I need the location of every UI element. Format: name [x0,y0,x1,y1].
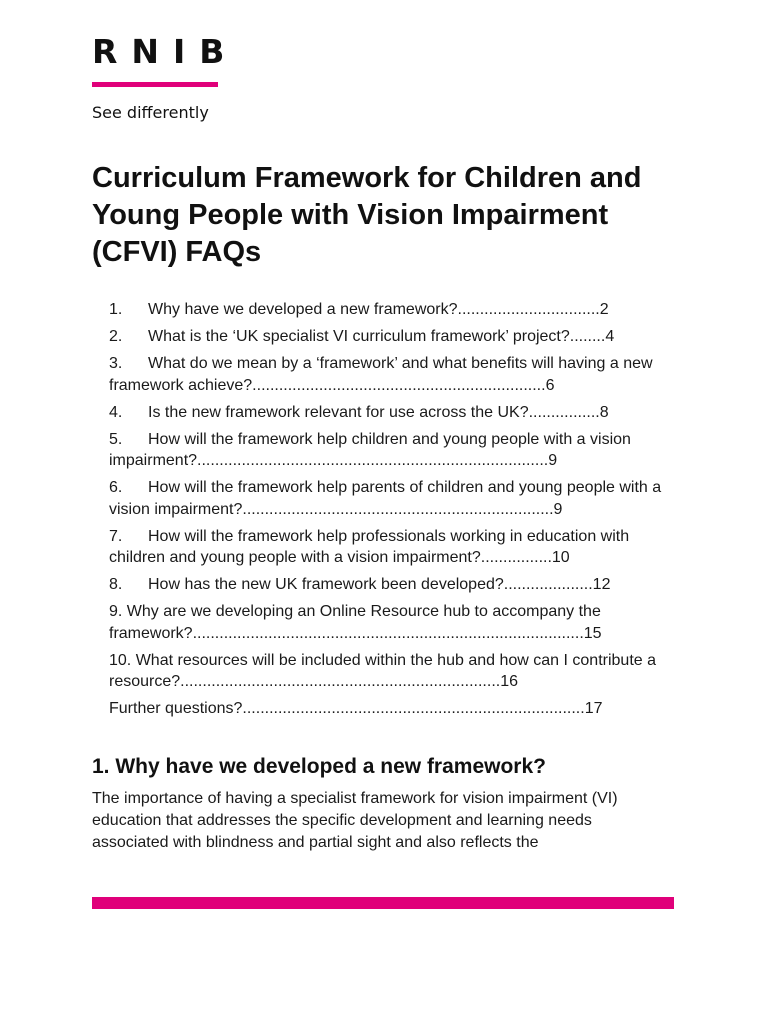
toc-number: 5. [109,430,123,448]
toc-number: 10. [109,651,132,669]
toc-number: 3. [109,355,123,372]
toc-item-8[interactable] [109,574,679,596]
toc-item-2[interactable] [109,326,679,348]
section-heading: 1. Why have we developed a new framework? [92,755,546,778]
toc-entry-text: What resources will be included within the hub and how can I contribute a resource?........................................................................16 [109,651,656,690]
section-body-text: The importance of having a specialist framework for vision impairment (VI) education that addresses the specific development and learning needs associated with blindness and partial sight and also reflects the [92,790,618,851]
toc-item-9[interactable] [109,601,679,644]
toc-entry-text: How will the framework help children and young people with a vision impairment?...............................................................................9 [109,430,631,469]
toc-item-3[interactable] [109,353,679,396]
toc-item-10[interactable] [109,650,679,693]
toc-item-6[interactable] [109,477,679,520]
toc-number: 6. [109,479,123,496]
rnib-logo [92,32,239,123]
toc-item-5[interactable] [109,429,679,472]
logo-wordmark: RNIB [92,32,239,71]
toc-entry-text: How will the framework help professionals working in education with children and young people with a vision impairment?................10 [109,527,630,566]
toc-entry-text: What is the ‘UK specialist VI curriculum framework’ project?........4 [148,328,615,345]
toc-item-7[interactable] [109,526,679,569]
toc-entry-text: Is the new framework relevant for use across the UK?................8 [148,403,609,421]
toc-entry-text: Further questions?.............................................................................17 [109,700,603,717]
toc-entry-text: How has the new UK framework been developed?....................12 [148,576,611,593]
toc-item-4[interactable] [109,402,679,424]
document-title: Curriculum Framework for Children and Young People with Vision Impairment (CFVI) FAQs [92,162,642,268]
toc-number: 8. [109,576,123,593]
toc-entry-text: Why have we developed a new framework?................................2 [148,301,609,318]
footer-accent-bar [92,897,674,909]
toc-entry-text: What do we mean by a ‘framework’ and what benefits will having a new framework achieve?..................................................................6 [109,355,653,394]
toc-entry-text: Why are we developing an Online Resource hub to accompany the framework?........................................................................................15 [109,603,602,642]
logo-accent-bar [92,82,218,87]
toc-item-further-questions[interactable] [109,698,679,720]
toc-number: 9. [109,603,123,620]
toc-entry-text: How will the framework help parents of children and young people with a vision impairment?......................................................................9 [109,479,662,518]
table-of-contents [109,299,679,725]
toc-number: 2. [109,328,123,345]
logo-tagline: See differently [92,103,209,122]
toc-item-1[interactable] [109,299,679,321]
toc-number: 7. [109,527,123,545]
toc-number: 4. [109,403,123,421]
toc-number: 1. [109,301,123,318]
